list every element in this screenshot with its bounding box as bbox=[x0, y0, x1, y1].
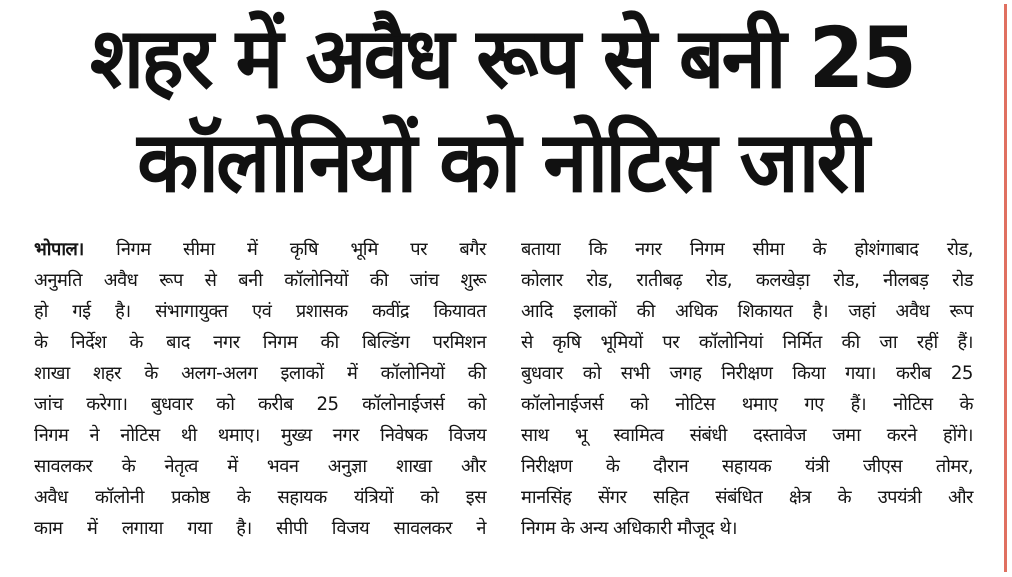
article-line: बुधवार को सभी जगह निरीक्षण किया गया। करीब 25 bbox=[521, 363, 973, 384]
article-line: जांच करेगा। बुधवार को करीब 25 कॉलोनाईजर्स को bbox=[34, 394, 486, 415]
article-line: सावलकर के नेतृत्व में भवन अनुज्ञा शाखा और bbox=[34, 456, 486, 477]
article-line: बताया कि नगर निगम सीमा के होशंगाबाद रोड, bbox=[521, 239, 973, 260]
article-line: निरीक्षण के दौरान सहायक यंत्री जीएस तोमर, bbox=[521, 456, 973, 477]
article-line: आदि इलाकों की अधिक शिकायत है। जहां अवैध रूप bbox=[521, 301, 973, 322]
article-column-right bbox=[521, 234, 973, 544]
headline-line-2: कॉलोनियों को नोटिस जारी bbox=[137, 113, 867, 211]
article-line: मानसिंह सेंगर सहित संबंधित क्षेत्र के उपयंत्री और bbox=[521, 487, 973, 508]
dateline: भोपाल। bbox=[34, 239, 84, 260]
article-line: निगम के अन्य अधिकारी मौजूद थे। bbox=[521, 518, 737, 539]
column-rule bbox=[1004, 4, 1007, 572]
article-line: कोलार रोड, रातीबढ़ रोड, कलखेड़ा रोड, नीलबड़ रोड bbox=[521, 270, 973, 291]
article-line: कॉलोनाईजर्स को नोटिस थमाए गए हैं। नोटिस के bbox=[521, 394, 973, 415]
headline-line-1: शहर में अवैध रूप से बनी 25 bbox=[90, 9, 914, 107]
article-line: शाखा शहर के अलग-अलग इलाकों में कॉलोनियों की bbox=[34, 363, 486, 384]
article-line: अनुमति अवैध रूप से बनी कॉलोनियों की जांच शुरू bbox=[34, 270, 486, 291]
article-line: भोपाल। निगम सीमा में कृषि भूमि पर बगैर bbox=[34, 239, 486, 260]
article-line: निगम ने नोटिस थी थमाए। मुख्य नगर निवेषक विजय bbox=[34, 425, 486, 446]
article-line: हो गई है। संभागायुक्त एवं प्रशासक कवींद्र कियावत bbox=[34, 301, 486, 322]
article-column-left bbox=[34, 234, 486, 544]
article-line: अवैध कॉलोनी प्रकोष्ठ के सहायक यंत्रियों को इस bbox=[34, 487, 486, 508]
article-line: से कृषि भूमियों पर कॉलोनियां निर्मित की जा रहीं हैं। bbox=[521, 332, 973, 353]
headline bbox=[0, 6, 1004, 214]
article-line: के निर्देश के बाद नगर निगम की बिल्डिंग परमिशन bbox=[34, 332, 486, 353]
article-line: काम में लगाया गया है। सीपी विजय सावलकर ने bbox=[34, 518, 486, 539]
article-line: साथ भू स्वामित्व संबंधी दस्तावेज जमा करने होंगे। bbox=[521, 425, 973, 446]
